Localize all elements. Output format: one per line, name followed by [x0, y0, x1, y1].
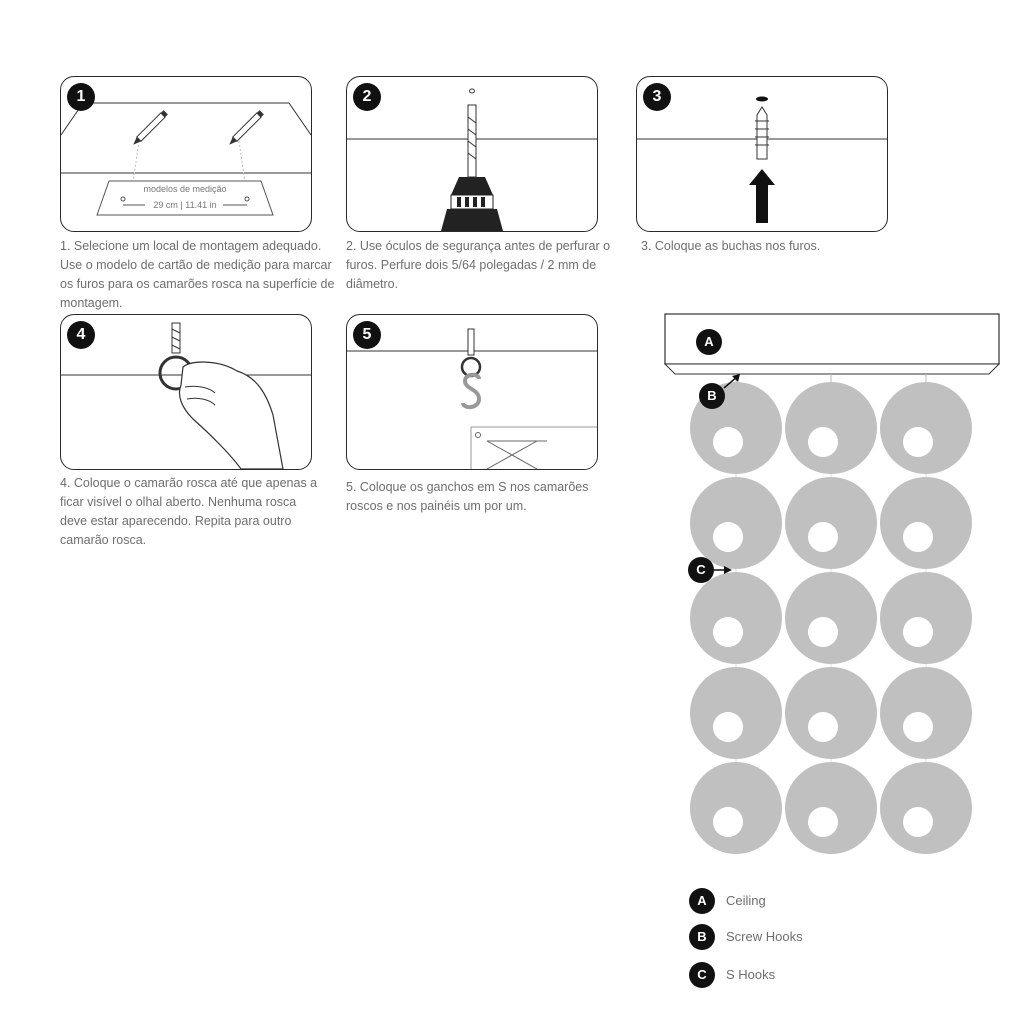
step-2-badge: 2	[353, 83, 381, 111]
step-3-badge: 3	[643, 83, 671, 111]
wall-plug-icon	[755, 107, 769, 159]
round-panel	[880, 667, 972, 759]
s-hook-icon	[463, 375, 479, 407]
screw-hook-icon	[462, 329, 480, 376]
panel-hole	[808, 617, 838, 647]
round-panel	[785, 382, 877, 474]
round-panel	[690, 667, 782, 759]
label-b-badge: B	[699, 383, 725, 409]
round-panel	[785, 667, 877, 759]
round-panel	[880, 762, 972, 854]
legend-c-badge: C	[689, 962, 715, 988]
panel-hole	[808, 807, 838, 837]
step-5-illustration	[347, 315, 597, 469]
pencil-icon	[227, 110, 264, 147]
step-1-panel	[60, 76, 312, 232]
step-1-illustration	[61, 77, 311, 231]
pencil-icon	[131, 110, 168, 147]
round-panel	[880, 572, 972, 664]
arrow-icon	[722, 372, 746, 392]
template-measure: 29 cm | 11.41 in	[153, 200, 217, 210]
panel-hole	[808, 522, 838, 552]
legend-a-badge: A	[689, 888, 715, 914]
label-c-badge: C	[688, 557, 714, 583]
step-3-caption: 3. Coloque as buchas nos furos.	[641, 239, 821, 253]
arrow-up-icon	[749, 169, 775, 223]
drill-icon	[441, 105, 503, 231]
label-a-badge: A	[696, 329, 722, 355]
legend-b-text: Screw Hooks	[726, 929, 803, 944]
panel-grid	[690, 374, 972, 854]
step-4-panel	[60, 314, 312, 470]
round-panel	[880, 382, 972, 474]
panel-hole	[713, 712, 743, 742]
step-4-badge: 4	[67, 321, 95, 349]
step-4-caption: 4. Coloque o camarão rosca até que apenas a ficar visível o olhal aberto. Nenhuma rosca deve estar aparecendo. Repita para outro camarão rosca.	[60, 476, 318, 547]
panel-hole	[713, 617, 743, 647]
step-5-caption: 5. Coloque os ganchos em S nos camarões roscos e nos painéis um por um.	[346, 480, 589, 513]
step-3-illustration	[637, 77, 887, 231]
panel-hole	[713, 427, 743, 457]
panel-hole	[903, 427, 933, 457]
round-panel	[690, 572, 782, 664]
round-panel	[785, 477, 877, 569]
step-2-panel	[346, 76, 598, 232]
panel-hole	[903, 712, 933, 742]
round-panel	[785, 762, 877, 854]
template-title: modelos de medição	[143, 184, 227, 194]
step-2-caption: 2. Use óculos de segurança antes de perfurar o furos. Perfure dois 5/64 polegadas / 2 mm de diâmetro.	[346, 239, 611, 291]
legend-b-badge: B	[689, 924, 715, 950]
legend-a-text: Ceiling	[726, 893, 766, 908]
round-panel	[785, 572, 877, 664]
step-4-illustration	[61, 315, 311, 469]
step-3-panel	[636, 76, 888, 232]
panel-hole	[808, 712, 838, 742]
round-panel	[690, 477, 782, 569]
step-1-badge: 1	[67, 83, 95, 111]
panel-hole	[903, 522, 933, 552]
step-1-caption: 1. Selecione um local de montagem adequado. Use o modelo de cartão de medição para marcar os furos para os camarões rosca na superfície de montagem.	[60, 239, 335, 310]
step-5-badge: 5	[353, 321, 381, 349]
hand-icon	[180, 362, 284, 469]
arrow-icon	[712, 563, 734, 577]
panel-hole	[903, 807, 933, 837]
legend-c-text: S Hooks	[726, 967, 776, 982]
step-2-illustration	[347, 77, 597, 231]
panel-hole	[713, 807, 743, 837]
round-panel	[880, 477, 972, 569]
panel-hole	[808, 427, 838, 457]
round-panel	[690, 762, 782, 854]
panel-hole	[903, 617, 933, 647]
step-5-panel	[346, 314, 598, 470]
panel-hole	[713, 522, 743, 552]
